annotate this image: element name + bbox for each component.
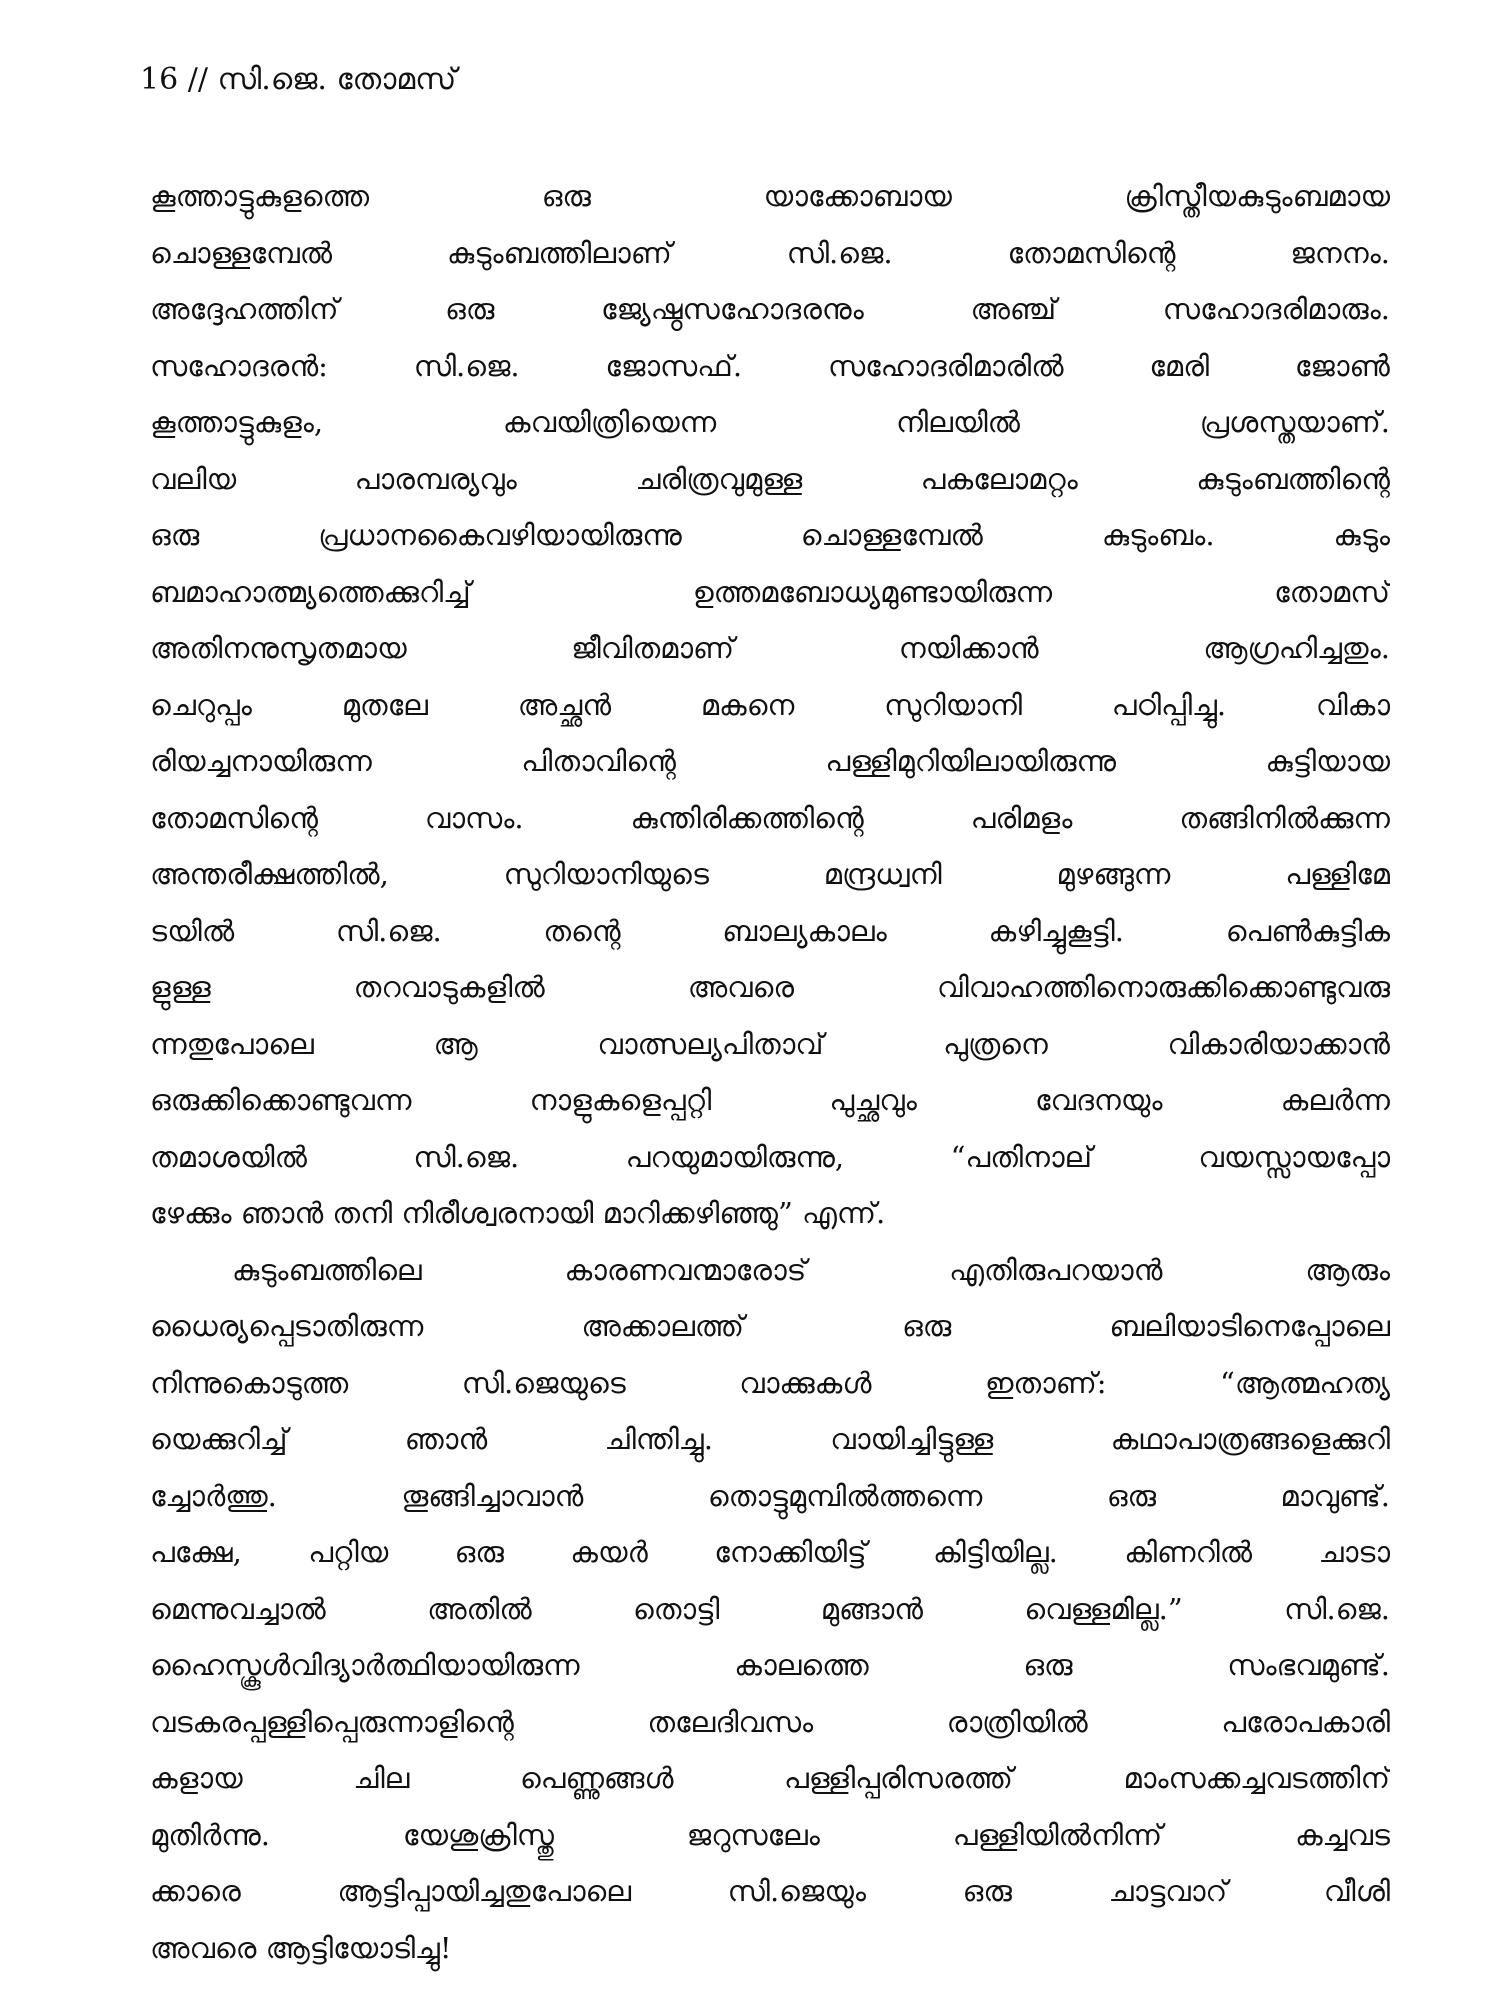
text-line: ഹൈസ്കൂൾവിദ്യാർത്ഥിയായിരുന്ന കാലത്തെ ഒരു സംഭവമുണ്ട്. — [150, 1648, 1390, 1682]
running-head: 16 // സി.ജെ. തോമസ് — [140, 62, 457, 97]
text-line: ക്കാരെ ആട്ടിപ്പായിച്ചതുപോലെ സി.ജെയും ഒരു ചാട്ടവാറ് വീശി — [150, 1874, 1390, 1908]
text-line: ഴേക്കും ഞാൻ തനി നിരീശ്വരനായി മാറിക്കഴിഞ്ഞു” എന്ന്. — [150, 1196, 886, 1230]
paragraph — [150, 168, 1390, 1242]
text-line: തോമസിന്റെ വാസം. കുന്തിരിക്കത്തിന്റെ പരിമളം തങ്ങിനിൽക്കുന്ന — [150, 800, 1390, 835]
text-line: രിയച്ചനായിരുന്ന പിതാവിന്റെ പള്ളിമുറിയിലായിരുന്നു കുട്ടിയായ — [150, 744, 1390, 778]
text-line: അന്തരീക്ഷത്തിൽ, സുറിയാനിയുടെ മന്ദ്രധ്വനി മുഴങ്ങുന്ന പള്ളിമേ — [150, 857, 1390, 891]
text-line: കുടുംബത്തിലെ കാരണവന്മാരോട് എതിരുപറയാൻ ആരും — [232, 1252, 1390, 1287]
text-line: ടയിൽ സി.ജെ. തന്റെ ബാല്യകാലം കഴിച്ചുകൂട്ടി. പെൺകുട്ടിക — [150, 913, 1390, 948]
text-line: കൂത്താട്ടുകുളത്തെ ഒരു യാക്കോബായ ക്രിസ്തീയകുടുംബമായ — [150, 179, 1390, 213]
text-line: നിന്നുകൊടുത്ത സി.ജെയുടെ വാക്കുകൾ ഇതാണ്: “ആത്മഹത്യ — [150, 1365, 1390, 1400]
text-line: ച്ചോർത്തു. തൂങ്ങിച്ചാവാൻ തൊട്ടുമുമ്പിൽത്തന്നെ ഒരു മാവുണ്ട്. — [150, 1478, 1390, 1513]
text-line: ചൊള്ളമ്പേൽ കുടുംബത്തിലാണ് സി.ജെ. തോമസിന്റെ ജനനം. — [150, 235, 1390, 270]
text-line: അതിനനുസൃതമായ ജീവിതമാണ് നയിക്കാൻ ആഗ്രഹിച്ചതും. — [150, 631, 1390, 665]
paragraph — [150, 1242, 1390, 1977]
text-line: തമാശയിൽ സി.ജെ. പറയുമായിരുന്നു, “പതിനാല് വയസ്സായപ്പോ — [150, 1139, 1390, 1174]
text-line: ചെറുപ്പം മുതലേ അച്ഛൻ മകനെ സുറിയാനി പഠിപ്പിച്ചു. വികാ — [150, 687, 1390, 722]
text-line: യെക്കുറിച്ച് ഞാൻ ചിന്തിച്ചു. വായിച്ചിട്ടുള്ള കഥാപാത്രങ്ങളെക്കുറി — [150, 1422, 1390, 1456]
text-line: സഹോദരൻ: സി.ജെ. ജോസഫ്. സഹോദരിമാരിൽ മേരി ജോൺ — [150, 348, 1390, 383]
text-line: അവരെ ആട്ടിയോടിച്ചു! — [150, 1930, 452, 1965]
text-line: അദ്ദേഹത്തിന് ഒരു ജ്യേഷ്ഠസഹോദരനും അഞ്ച് സഹോദരിമാരും. — [150, 292, 1390, 326]
text-line: പക്ഷേ, പറ്റിയ ഒരു കയർ നോക്കിയിട്ട് കിട്ടിയില്ല. കിണറിൽ ചാടാ — [150, 1535, 1390, 1569]
text-line: ഒരു പ്രധാനകൈവഴിയായിരുന്നു ചൊള്ളമ്പേൽ കുടുംബം. കുടും — [150, 518, 1390, 552]
body-text — [150, 168, 1390, 1976]
text-line: കളായ ചില പെണ്ണുങ്ങൾ പള്ളിപ്പരിസരത്ത് മാംസക്കച്ചവടത്തിന് — [150, 1761, 1390, 1795]
text-line: മുതിർന്നു. യേശുക്രിസ്തു ജറുസലേം പള്ളിയിൽനിന്ന് കച്ചവട — [150, 1817, 1390, 1852]
text-line: ധൈര്യപ്പെടാതിരുന്ന അക്കാലത്ത് ഒരു ബലിയാടിനെപ്പോലെ — [150, 1309, 1390, 1343]
text-line: ന്നതുപോലെ ആ വാത്സല്യപിതാവ് പുത്രനെ വികാരിയാക്കാൻ — [150, 1026, 1390, 1061]
text-line: ഒരുക്കിക്കൊണ്ടുവന്ന നാളുകളെപ്പറ്റി പുച്ഛവും വേദനയും കലർന്ന — [150, 1083, 1390, 1117]
text-line: വടകരപ്പള്ളിപ്പെരുന്നാളിന്റെ തലേദിവസം രാത്രിയിൽ പരോപകാരി — [150, 1704, 1390, 1739]
text-line: മെന്നുവച്ചാൽ അതിൽ തൊട്ടി മുങ്ങാൻ വെള്ളമില്ല.” സി.ജെ. — [150, 1591, 1390, 1626]
text-line: ളുള്ള തറവാടുകളിൽ അവരെ വിവാഹത്തിനൊരുക്കിക്കൊണ്ടുവരു — [150, 970, 1390, 1004]
text-line: ബമാഹാത്മ്യത്തെക്കുറിച്ച് ഉത്തമബോധ്യമുണ്ടായിരുന്ന തോമസ് — [150, 574, 1390, 609]
text-line: കൂത്താട്ടുകുളം, കവയിത്രിയെന്ന നിലയിൽ പ്രശസ്തയാണ്. — [150, 405, 1390, 439]
text-line: വലിയ പാരമ്പര്യവും ചരിത്രവുമുള്ള പകലോമറ്റം കുടുംബത്തിന്റെ — [150, 461, 1390, 496]
